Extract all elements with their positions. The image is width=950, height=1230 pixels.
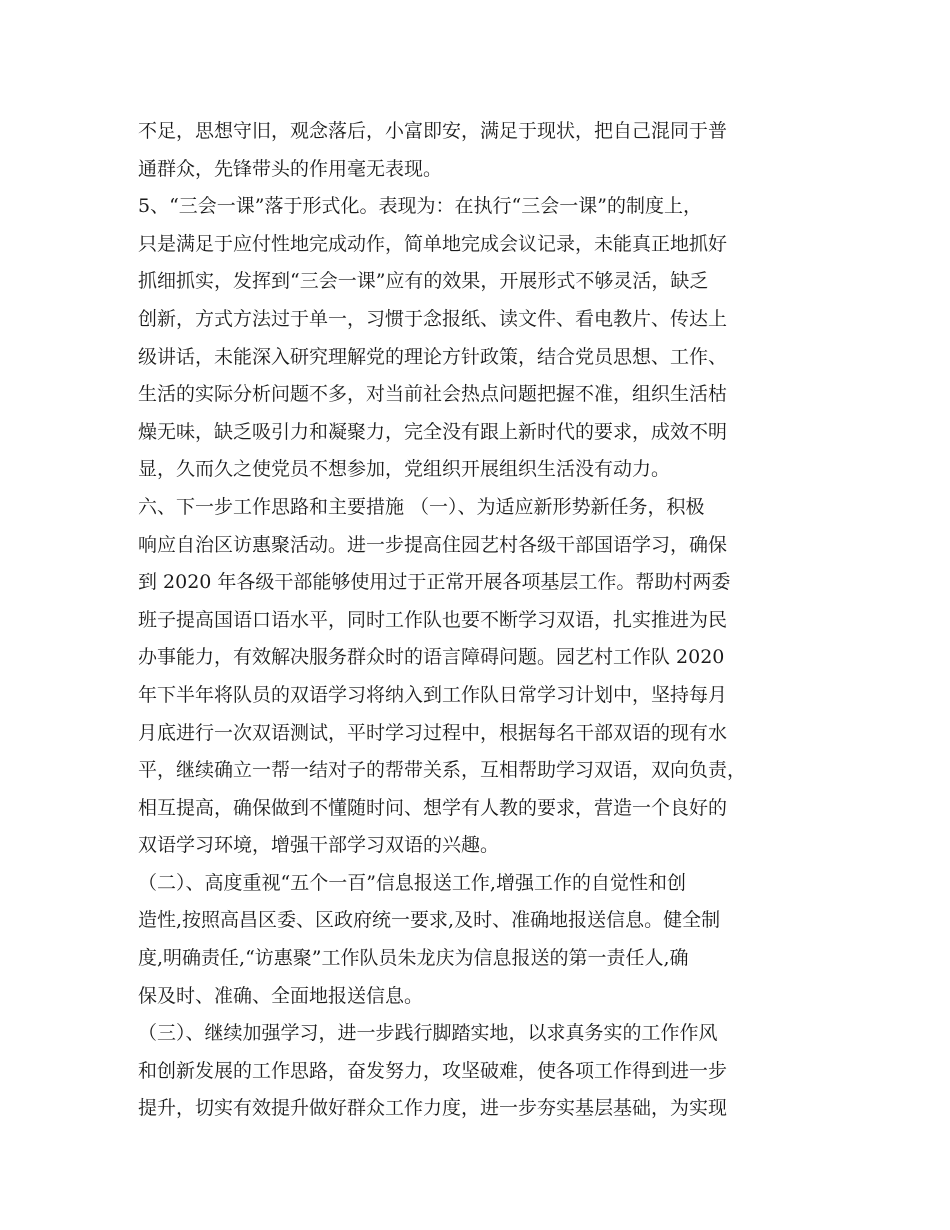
text-line: 平，继续确立一帮一结对子的帮带关系，互相帮助学习双语，双向负责， bbox=[138, 759, 747, 782]
text-line: 不足，思想守旧，观念落后，小富即安，满足于现状，把自己混同于普 bbox=[138, 120, 728, 142]
text-line: 和创新发展的工作思路，奋发努力，攻坚破难，使各项工作得到进一步 bbox=[138, 1059, 728, 1082]
text-line: 抓细抓实，发挥到“三会一课”应有的效果，开展形式不够灵活，缺乏 bbox=[138, 270, 709, 293]
text-line: 度,明确责任,“访惠聚”工作队员朱龙庆为信息报送的第一责任人,确 bbox=[138, 947, 689, 970]
text-line: 年下半年将队员的双语学习将纳入到工作队日常学习计划中，坚持每月 bbox=[138, 683, 728, 706]
text-line: 六、下一步工作思路和主要措施 （一）、为适应新形势新任务，积极 bbox=[138, 495, 705, 518]
document-body bbox=[138, 113, 824, 1128]
text-line: 5、“三会一课”落于形式化。表现为：在执行“三会一课”的制度上， bbox=[138, 195, 702, 218]
text-line: 班子提高国语口语水平，同时工作队也要不断学习双语，扎实推进为民 bbox=[138, 608, 728, 631]
text-line: 月底进行一次双语测试，平时学习过程中，根据每名干部双语的现有水 bbox=[138, 721, 728, 744]
text-line: 相互提高，确保做到不懂随时问、想学有人教的要求，营造一个良好的 bbox=[138, 796, 728, 819]
text-line: 生活的实际分析问题不多，对当前社会热点问题把握不准，组织生活枯 bbox=[138, 383, 728, 406]
text-line: 到 2020 年各级干部能够使用过于正常开展各项基层工作。帮助村两委 bbox=[138, 571, 731, 594]
text-line: 显，久而久之使党员不想参加，党组织开展组织生活没有动力。 bbox=[138, 458, 671, 481]
text-line: 燥无味，缺乏吸引力和凝聚力，完全没有跟上新时代的要求，成效不明 bbox=[138, 420, 728, 443]
text-line: （三）、继续加强学习，进一步践行脚踏实地，以求真务实的工作作风 bbox=[138, 1022, 718, 1045]
text-line: 办事能力，有效解决服务群众时的语言障碍问题。园艺村工作队 2020 bbox=[138, 646, 725, 669]
text-line: （二）、高度重视“五个一百”信息报送工作,增强工作的自觉性和创 bbox=[138, 871, 686, 894]
text-line: 造性,按照高昌区委、区政府统一要求,及时、准确地报送信息。健全制 bbox=[138, 909, 721, 932]
text-line: 提升，切实有效提升做好群众工作力度，进一步夯实基层基础，为实现 bbox=[138, 1097, 728, 1120]
text-line: 只是满足于应付性地完成动作，简单地完成会议记录，未能真正地抓好 bbox=[138, 232, 728, 255]
text-line: 创新，方式方法过于单一，习惯于念报纸、读文件、看电教片、传达上 bbox=[138, 307, 728, 330]
text-line: 通群众，先锋带头的作用毫无表现。 bbox=[138, 157, 443, 180]
text-line: 响应自治区访惠聚活动。进一步提高住园艺村各级干部国语学习，确保 bbox=[138, 533, 728, 556]
text-line: 双语学习环境，增强干部学习双语的兴趣。 bbox=[138, 834, 500, 857]
text-line: 保及时、准确、全面地报送信息。 bbox=[138, 984, 424, 1007]
text-line: 级讲话，未能深入研究理解党的理论方针政策，结合党员思想、工作、 bbox=[138, 345, 728, 368]
